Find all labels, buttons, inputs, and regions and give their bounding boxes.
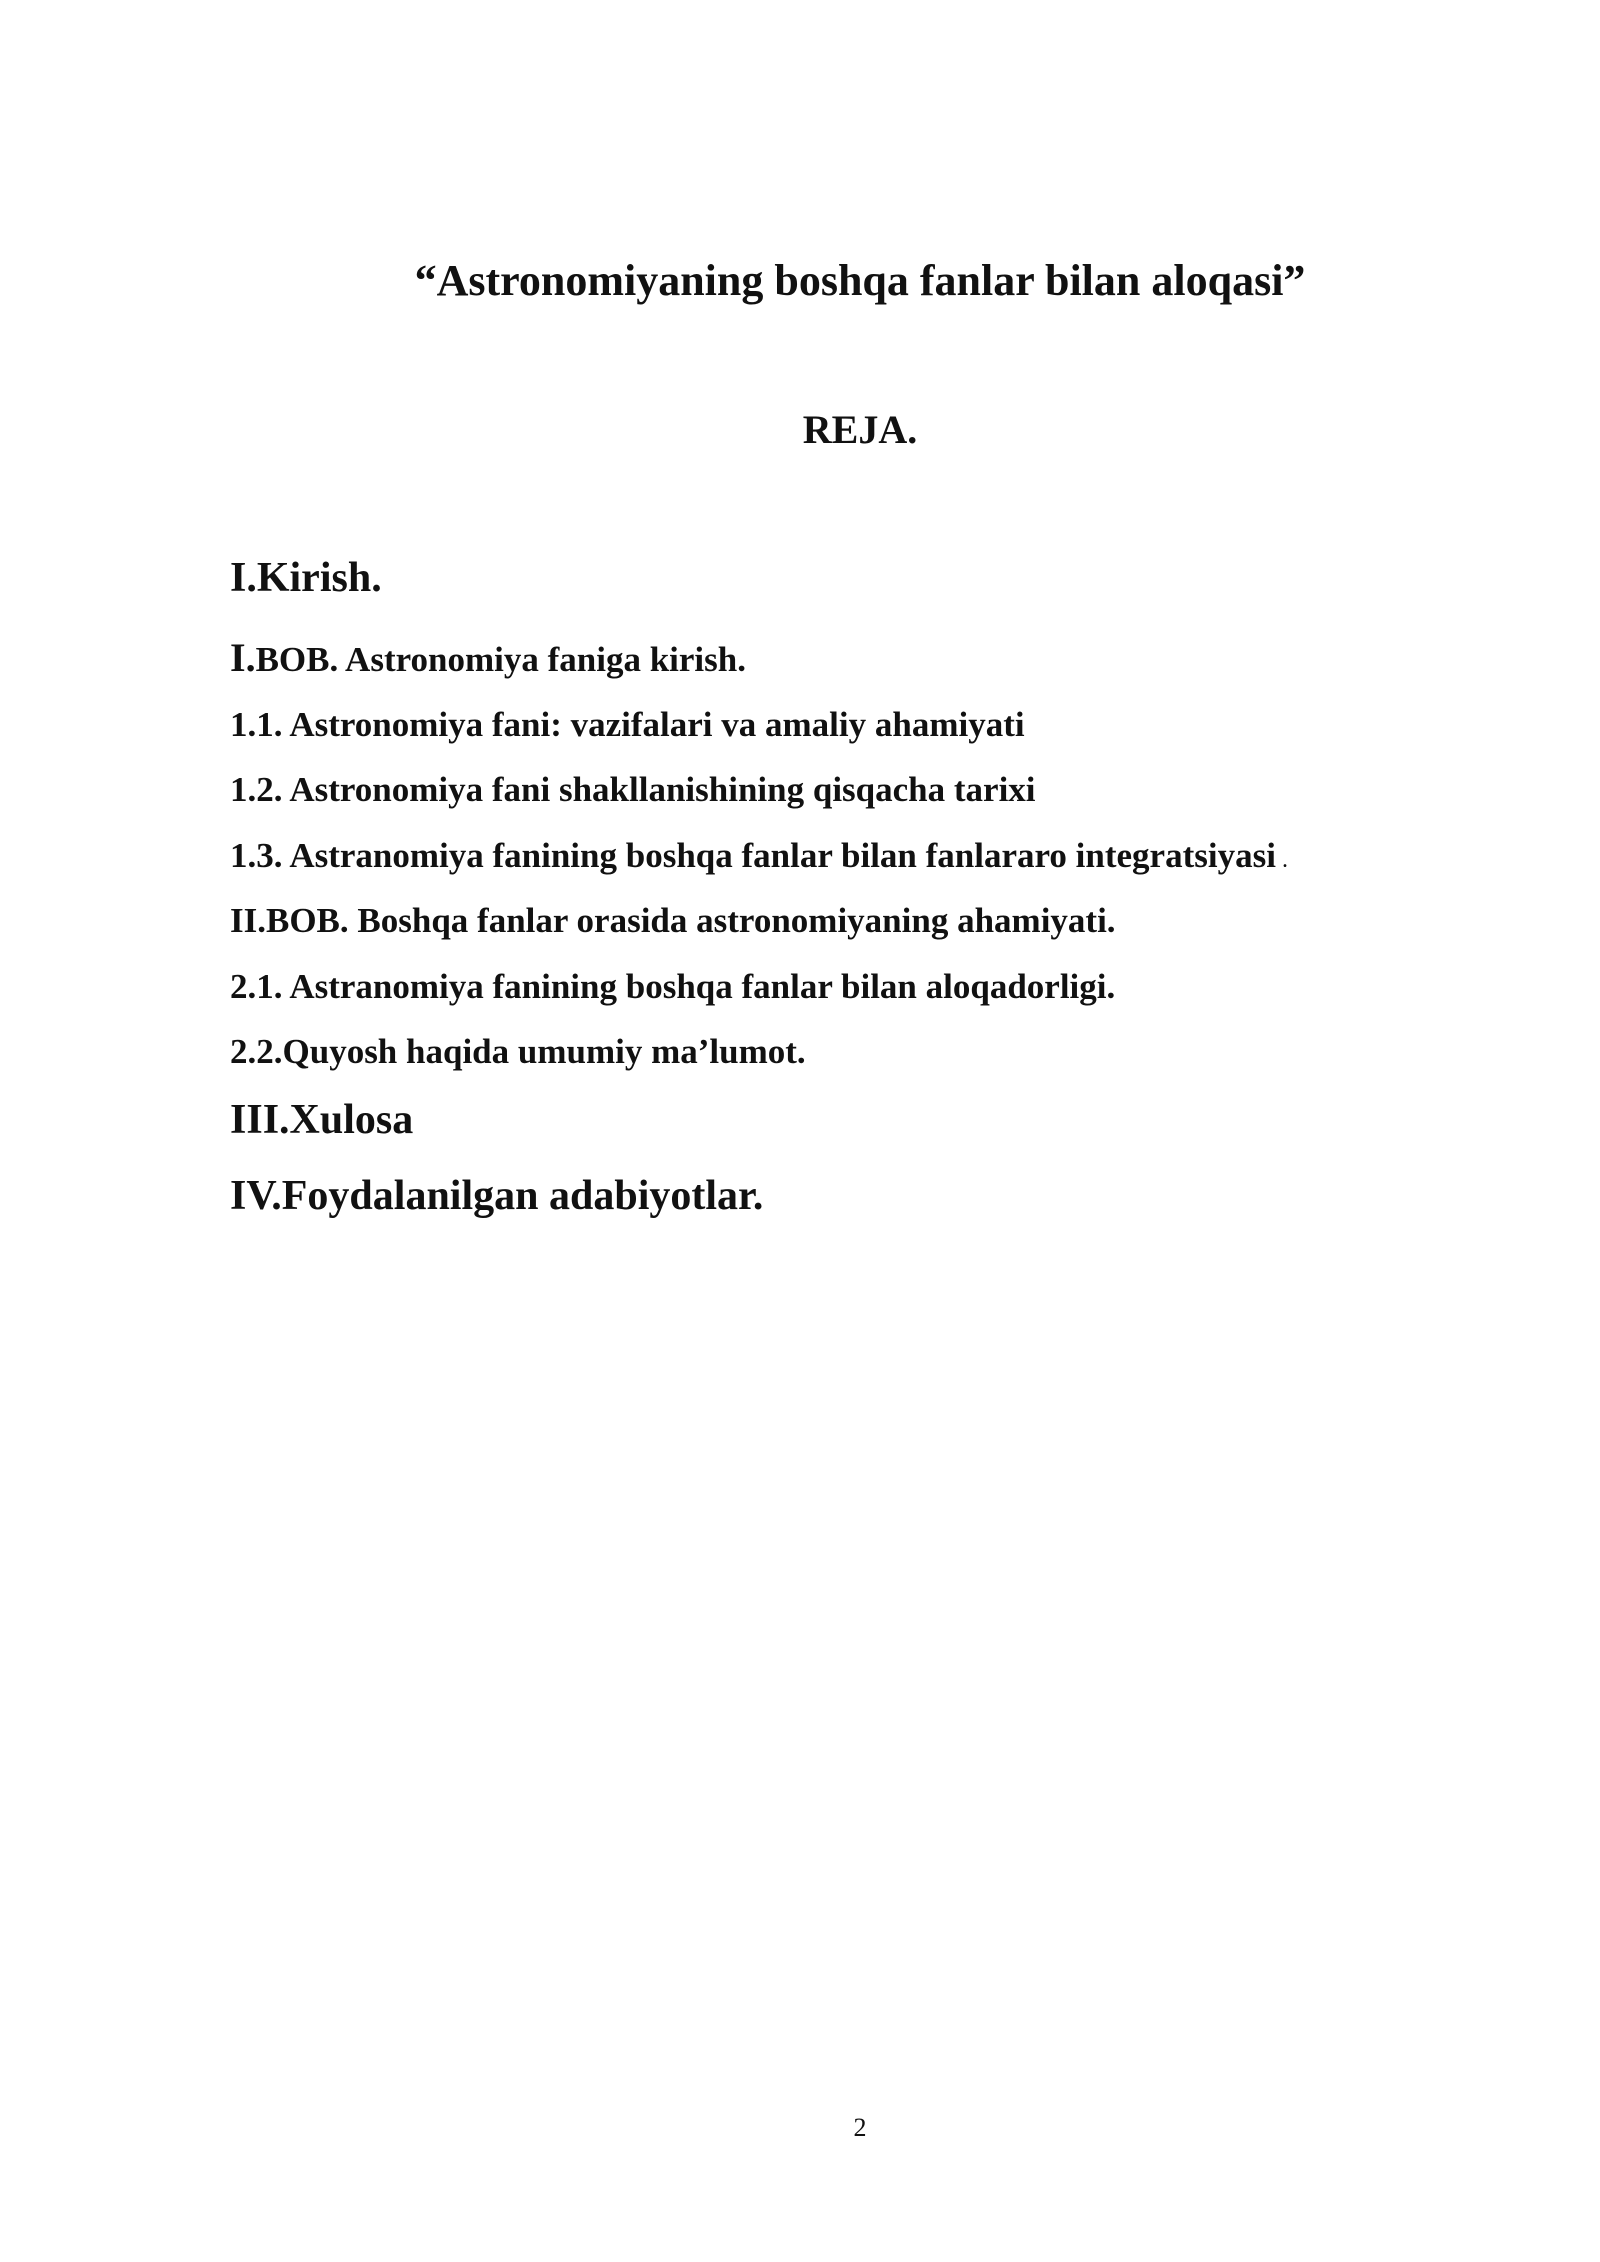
toc-item-chapter-2: II.BOB. Boshqa fanlar orasida astronomiyaning ahamiyati. [230, 901, 1116, 940]
document-title: “Astronomiyaning boshqa fanlar bilan aloqasi” [414, 256, 1306, 305]
toc-item-references: IV.Foydalanilgan adabiyotlar. [230, 1173, 764, 1219]
toc-chapter-1-title: BOB. Astronomiya faniga kirish. [255, 640, 746, 679]
toc-item-1-1: 1.1. Astronomiya fani: vazifalari va amaliy ahamiyati [230, 705, 1025, 744]
toc-item-1-3-dot: . [1275, 847, 1288, 873]
toc-item-1-3-text: 1.3. Astranomiya fanining boshqa fanlar bilan fanlararo integratsiyasi [230, 836, 1276, 875]
page-number: 2 [853, 2113, 867, 2142]
toc-item-1-2: 1.2. Astronomiya fani shakllanishining qisqacha tarixi [230, 770, 1036, 809]
toc-chapter-1-numeral: I. [230, 635, 256, 680]
toc-item-2-1: 2.1. Astranomiya fanining boshqa fanlar bilan aloqadorligi. [230, 967, 1116, 1006]
toc-item-1-3 [230, 836, 1288, 876]
plan-heading: REJA. [802, 407, 918, 452]
toc-item-chapter-1 [230, 634, 746, 681]
toc-item-introduction: I.Kirish. [230, 555, 382, 601]
toc-item-conclusion: III.Xulosa [230, 1097, 414, 1143]
toc-item-2-2: 2.2.Quyosh haqida umumiy ma’lumot. [230, 1032, 806, 1071]
